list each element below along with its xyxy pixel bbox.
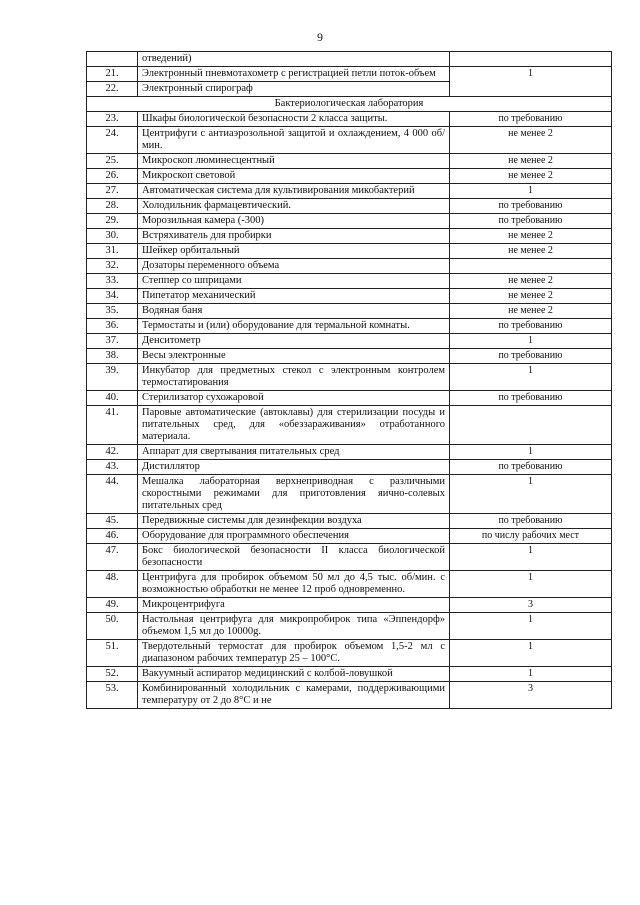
equipment-name: Оборудование для программного обеспечения <box>138 529 450 544</box>
table-row <box>87 304 612 319</box>
table-row <box>87 199 612 214</box>
equipment-name: Шейкер орбитальный <box>138 244 450 259</box>
table-row <box>87 214 612 229</box>
equipment-name: Инкубатор для предметных стекол с электронным контролем термостатирования <box>138 364 450 391</box>
row-number: 31. <box>87 244 138 259</box>
equipment-quantity: по требованию <box>450 514 612 529</box>
table-row <box>87 460 612 475</box>
equipment-quantity: не менее 2 <box>450 169 612 184</box>
equipment-name: Термостаты и (или) оборудование для термальной комнаты. <box>138 319 450 334</box>
equipment-name: Комбинированный холодильник с камерами, поддерживающими температуру от 2 до 8°С и не <box>138 682 450 709</box>
equipment-quantity: 1 <box>450 544 612 571</box>
row-number: 35. <box>87 304 138 319</box>
table-row <box>87 244 612 259</box>
equipment-name: Мешалка лабораторная верхнеприводная с различными скоростными режимами для приготовления яично-солевых питательных сред <box>138 475 450 514</box>
table-row <box>87 391 612 406</box>
equipment-table <box>86 51 612 709</box>
row-number: 42. <box>87 445 138 460</box>
row-number: 51. <box>87 640 138 667</box>
table-row <box>87 112 612 127</box>
row-number: 36. <box>87 319 138 334</box>
table-row <box>87 52 612 67</box>
equipment-quantity: 1 <box>450 364 612 391</box>
row-number: 40. <box>87 391 138 406</box>
row-number: 27. <box>87 184 138 199</box>
equipment-quantity: 1 <box>450 571 612 598</box>
equipment-name: Встряхиватель для пробирки <box>138 229 450 244</box>
equipment-quantity: по требованию <box>450 214 612 229</box>
equipment-name: Шкафы биологической безопасности 2 класса защиты. <box>138 112 450 127</box>
equipment-name: Центрифуги с антиаэрозольной защитой и охлаждением, 4 000 об/мин. <box>138 127 450 154</box>
table-row <box>87 169 612 184</box>
equipment-name: Аппарат для свертывания питательных сред <box>138 445 450 460</box>
table-row <box>87 640 612 667</box>
row-number: 34. <box>87 289 138 304</box>
equipment-quantity: не менее 2 <box>450 274 612 289</box>
table-row <box>87 364 612 391</box>
equipment-name: Твердотельный термостат для пробирок объемом 1,5-2 мл с диапазоном рабочих температур 25 – 100°С. <box>138 640 450 667</box>
equipment-name: Бокс биологической безопасности II класса биологической безопасности <box>138 544 450 571</box>
row-number: 39. <box>87 364 138 391</box>
equipment-quantity: по требованию <box>450 319 612 334</box>
equipment-quantity: по требованию <box>450 460 612 475</box>
table-row <box>87 571 612 598</box>
equipment-quantity: 1 <box>450 334 612 349</box>
equipment-name: Водяная баня <box>138 304 450 319</box>
equipment-quantity: не менее 2 <box>450 304 612 319</box>
table-row <box>87 154 612 169</box>
equipment-quantity: 1 <box>450 445 612 460</box>
equipment-quantity: по требованию <box>450 349 612 364</box>
table-row <box>87 289 612 304</box>
equipment-quantity: по требованию <box>450 199 612 214</box>
row-number: 52. <box>87 667 138 682</box>
equipment-quantity <box>450 259 612 274</box>
equipment-quantity: 1 <box>450 184 612 199</box>
row-number: 28. <box>87 199 138 214</box>
equipment-name: Электронный пневмотахометр с регистрацией петли поток-объем <box>138 67 450 82</box>
row-number: 25. <box>87 154 138 169</box>
equipment-name: Степпер со шприцами <box>138 274 450 289</box>
page-number: 9 <box>317 30 323 44</box>
equipment-quantity: не менее 2 <box>450 244 612 259</box>
equipment-name: отведений) <box>138 52 450 67</box>
table-row <box>87 259 612 274</box>
row-number: 48. <box>87 571 138 598</box>
row-number: 29. <box>87 214 138 229</box>
equipment-quantity: 1 <box>450 67 612 97</box>
equipment-name: Микроскоп люминесцентный <box>138 154 450 169</box>
table-row <box>87 613 612 640</box>
equipment-name: Центрифуга для пробирок объемом 50 мл до 4,5 тыс. об/мин. с возможностью обработки не менее 12 проб одновременно. <box>138 571 450 598</box>
table-row <box>87 67 612 82</box>
equipment-quantity <box>450 406 612 445</box>
row-number: 41. <box>87 406 138 445</box>
row-number: 37. <box>87 334 138 349</box>
equipment-name: Микроскоп световой <box>138 169 450 184</box>
row-number: 53. <box>87 682 138 709</box>
table-row <box>87 127 612 154</box>
table-row <box>87 667 612 682</box>
equipment-name: Настольная центрифуга для микропробирок типа «Эппендорф» объемом 1,5 мл до 10000g. <box>138 613 450 640</box>
equipment-name: Передвижные системы для дезинфекции воздуха <box>138 514 450 529</box>
table-row <box>87 514 612 529</box>
row-number: 22. <box>87 82 138 97</box>
row-number: 43. <box>87 460 138 475</box>
equipment-name: Холодильник фармацевтический. <box>138 199 450 214</box>
equipment-name: Микроцентрифуга <box>138 598 450 613</box>
equipment-name: Электронный спирограф <box>138 82 450 97</box>
equipment-name: Паровые автоматические (автоклавы) для стерилизации посуды и питательных сред, для «обеззараживания» отработанного материала. <box>138 406 450 445</box>
equipment-name: Морозильная камера (-300) <box>138 214 450 229</box>
equipment-quantity: не менее 2 <box>450 289 612 304</box>
table-row <box>87 406 612 445</box>
equipment-quantity: 1 <box>450 475 612 514</box>
equipment-name: Вакуумный аспиратор медицинский с колбой-ловушкой <box>138 667 450 682</box>
equipment-name: Весы электронные <box>138 349 450 364</box>
row-number: 49. <box>87 598 138 613</box>
equipment-quantity: 1 <box>450 640 612 667</box>
row-number: 50. <box>87 613 138 640</box>
equipment-quantity: по числу рабочих мест <box>450 529 612 544</box>
table-row <box>87 319 612 334</box>
equipment-name: Автоматическая система для культивирования микобактерий <box>138 184 450 199</box>
table-row <box>87 682 612 709</box>
table-row <box>87 475 612 514</box>
row-number: 23. <box>87 112 138 127</box>
table-row <box>87 445 612 460</box>
row-number <box>87 52 138 67</box>
row-number: 47. <box>87 544 138 571</box>
table-row <box>87 334 612 349</box>
row-number: 45. <box>87 514 138 529</box>
row-number: 38. <box>87 349 138 364</box>
equipment-quantity: 1 <box>450 667 612 682</box>
equipment-quantity: не менее 2 <box>450 229 612 244</box>
equipment-quantity: не менее 2 <box>450 154 612 169</box>
table-row <box>87 349 612 364</box>
equipment-name: Пипетатор механический <box>138 289 450 304</box>
equipment-quantity: по требованию <box>450 391 612 406</box>
table-row <box>87 97 612 112</box>
equipment-quantity: 3 <box>450 598 612 613</box>
equipment-table-body <box>87 52 612 709</box>
equipment-quantity: по требованию <box>450 112 612 127</box>
section-header: Бактериологическая лаборатория <box>87 97 612 112</box>
row-number: 46. <box>87 529 138 544</box>
equipment-quantity: не менее 2 <box>450 127 612 154</box>
table-row <box>87 529 612 544</box>
equipment-quantity: 3 <box>450 682 612 709</box>
table-row <box>87 598 612 613</box>
row-number: 26. <box>87 169 138 184</box>
row-number: 21. <box>87 67 138 82</box>
table-row <box>87 544 612 571</box>
equipment-name: Дистиллятор <box>138 460 450 475</box>
row-number: 24. <box>87 127 138 154</box>
row-number: 30. <box>87 229 138 244</box>
equipment-name: Денситометр <box>138 334 450 349</box>
table-row <box>87 184 612 199</box>
table-row <box>87 229 612 244</box>
equipment-name: Дозаторы переменного объема <box>138 259 450 274</box>
equipment-name: Стерилизатор сухожаровой <box>138 391 450 406</box>
equipment-quantity: 1 <box>450 613 612 640</box>
equipment-quantity <box>450 52 612 67</box>
row-number: 44. <box>87 475 138 514</box>
table-row <box>87 274 612 289</box>
row-number: 32. <box>87 259 138 274</box>
row-number: 33. <box>87 274 138 289</box>
